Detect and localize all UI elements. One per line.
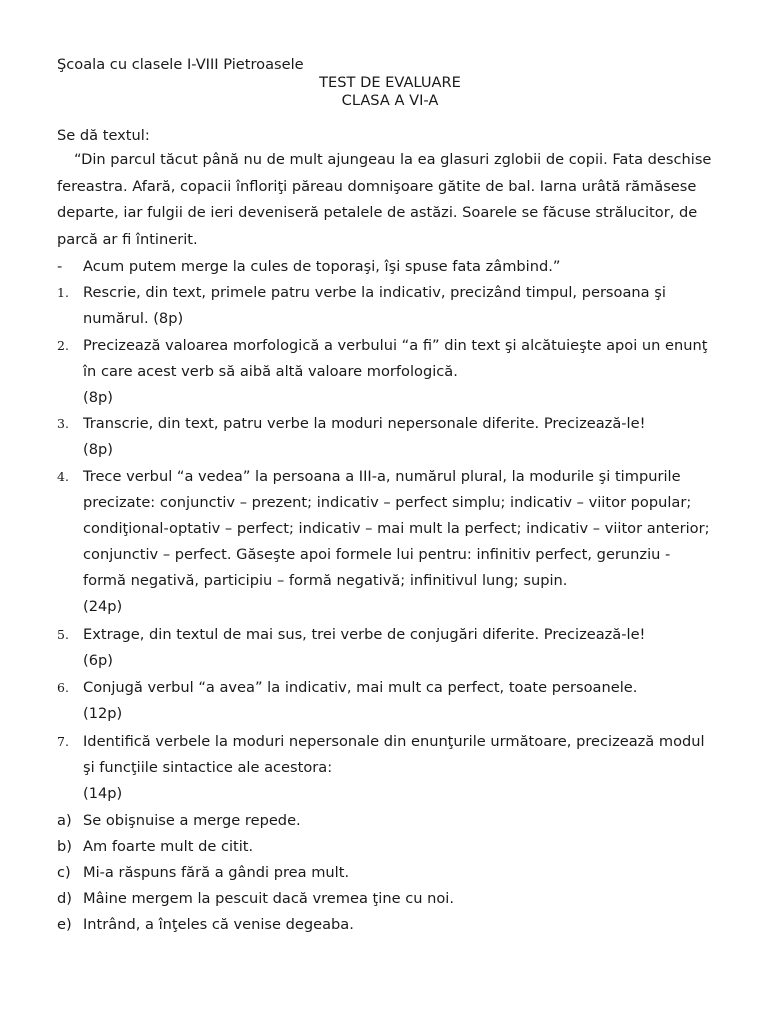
sentence-text: Mi-a răspuns fără a gândi prea mult. xyxy=(83,864,350,881)
sentence-list xyxy=(57,808,717,938)
question-text: Conjugă verbul “a avea” la indicativ, mai mult ca perfect, toate persoanele. xyxy=(83,679,638,696)
question-6 xyxy=(57,675,717,727)
sentence-letter: b) xyxy=(57,838,72,855)
question-7 xyxy=(57,729,717,807)
question-points: (12p) xyxy=(83,705,123,722)
class-title: CLASA A VI-A xyxy=(341,92,439,109)
sentence-text: Intrând, a înţeles că venise degeaba. xyxy=(83,916,354,933)
question-points: (24p) xyxy=(83,598,123,615)
sentence-letter: a) xyxy=(57,812,72,829)
list-item xyxy=(57,886,717,912)
question-number: 7. xyxy=(57,734,69,749)
question-points: (14p) xyxy=(83,785,123,802)
sentence-text: Mâine mergem la pescuit dacă vremea ţine cu noi. xyxy=(83,890,454,907)
sentence-text: Am foarte mult de citit. xyxy=(83,838,254,855)
passage-text: “Din parcul tăcut până nu de mult ajungeau la ea glasuri zglobii de copii. Fata deschise fereastra. Afară, copacii înfloriţi păreau domnişoare gătite de bal. Iarna urâtă rămăsese departe, iar fulgii de ieri deveniseră petalele de astăzi. Soarele se făcuse strălucitor, de parcă ar fi întinerit. xyxy=(57,151,712,248)
sentence-letter: d) xyxy=(57,890,72,907)
question-text: Trece verbul “a vedea” la persoana a III-a, numărul plural, la modurile şi timpurile precizate: conjunctiv – prezent; indicativ – perfect simplu; indicativ – viitor popular; condiţional-optativ – perfect; indicativ – mai mult la perfect; indicativ – viitor anterior; conjunctiv – perfect. Găseşte apoi formele lui pentru: infinitiv perfect, gerunziu - formă negativă, participiu – formă negativă; infinitivul lung; supin. xyxy=(83,468,710,589)
list-item xyxy=(57,860,717,886)
sentence-letter: e) xyxy=(57,916,72,933)
list-item xyxy=(57,808,717,834)
question-points: (8p) xyxy=(83,389,113,406)
question-number: 1. xyxy=(57,285,69,300)
intro-text: Se dă textul: xyxy=(57,127,150,144)
question-number: 6. xyxy=(57,680,69,695)
question-1 xyxy=(57,280,717,332)
question-text: Transcrie, din text, patru verbe la moduri nepersonale diferite. Precizează-le! xyxy=(83,415,646,432)
dialogue-line xyxy=(57,254,717,280)
list-item xyxy=(57,834,717,860)
sentence-text: Se obişnuise a merge repede. xyxy=(83,812,301,829)
question-3 xyxy=(57,411,717,463)
question-4 xyxy=(57,464,717,620)
dialogue-text: Acum putem merge la cules de toporaşi, îşi spuse fata zâmbind.” xyxy=(83,258,561,275)
question-number: 2. xyxy=(57,338,69,353)
question-points: (8p) xyxy=(83,441,113,458)
list-item xyxy=(57,912,717,938)
test-title: TEST DE EVALUARE xyxy=(319,74,461,91)
sentence-letter: c) xyxy=(57,864,71,881)
question-2 xyxy=(57,333,717,411)
question-number: 5. xyxy=(57,627,69,642)
question-text: Extrage, din textul de mai sus, trei verbe de conjugări diferite. Precizează-le! xyxy=(83,626,646,643)
question-number: 3. xyxy=(57,416,69,431)
school-name: Şcoala cu clasele I-VIII Pietroasele xyxy=(57,56,304,73)
question-text: Rescrie, din text, primele patru verbe la indicativ, precizând timpul, persoana şi numărul. (8p) xyxy=(83,284,666,327)
question-points: (6p) xyxy=(83,652,113,669)
question-5 xyxy=(57,622,717,674)
dialogue-dash: - xyxy=(57,258,63,275)
question-text: Precizează valoarea morfologică a verbului “a fi” din text şi alcătuieşte apoi un enunţ în care acest verb să aibă altă valoare morfologică. xyxy=(83,337,708,380)
question-number: 4. xyxy=(57,469,69,484)
question-text: Identifică verbele la moduri nepersonale din enunţurile următoare, precizează modul şi funcţiile sintactice ale acestora: xyxy=(83,733,705,776)
